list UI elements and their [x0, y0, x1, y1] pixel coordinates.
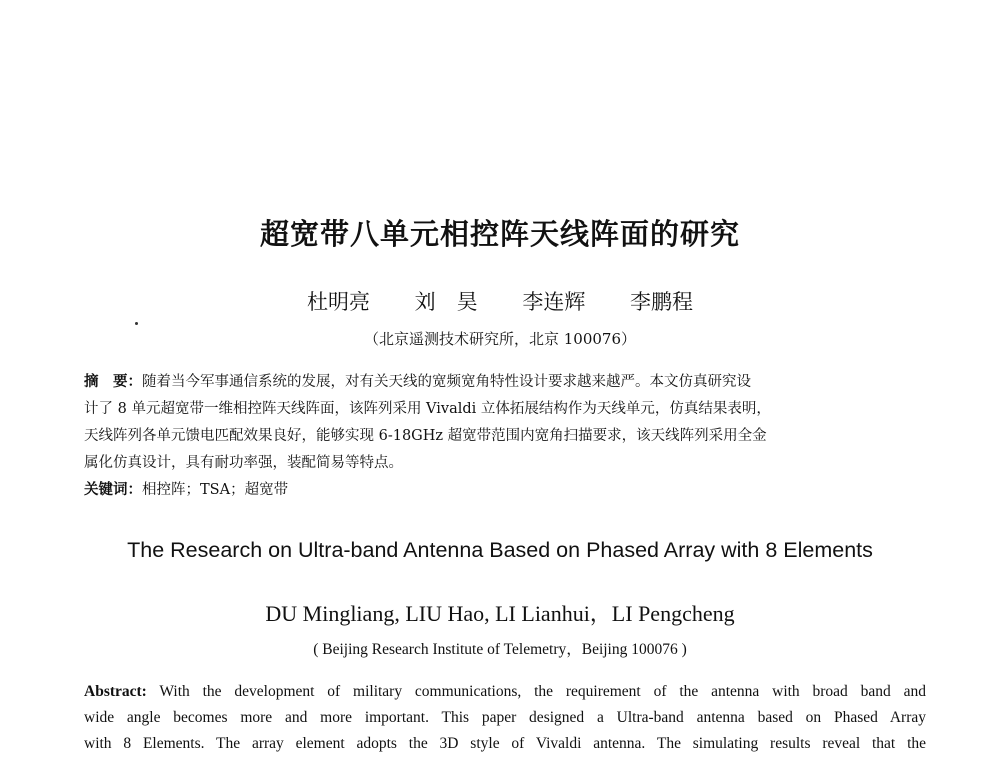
chinese-abstract-line: 计了 8 单元超宽带一维相控阵天线阵面，该阵列采用 Vivaldi 立体拓展结构作为天线单元，仿真结果表明，: [84, 401, 771, 417]
author-3: 李连辉: [522, 290, 586, 314]
chinese-title: 超宽带八单元相控阵天线阵面的研究: [259, 217, 740, 251]
english-abstract-line: Abstract: With the development of military communications, the requirement of the antenna with broad band and: [84, 683, 926, 700]
chinese-abstract-line: 摘 要：随着当今军事通信系统的发展，对有关天线的宽频宽角特性设计要求越来越严。本文仿真研究设: [84, 373, 751, 390]
author-4: 李鹏程: [630, 290, 694, 314]
author-2: 刘 昊: [414, 290, 478, 314]
chinese-abstract-label: 摘 要：: [84, 373, 142, 390]
chinese-keywords: [84, 478, 926, 499]
chinese-abstract-line: 天线阵列各单元馈电匹配效果良好，能够实现 6-18GHz 超宽带范围内宽角扫描要求，该天线阵列采用全金: [84, 428, 767, 444]
english-affiliation: ( Beijing Research Institute of Telemetry，Beijing 100076 ): [313, 641, 687, 658]
english-abstract: [84, 679, 926, 757]
english-abstract-label: Abstract:: [84, 683, 147, 700]
chinese-affiliation: （北京遥测技术研究所，北京 100076）: [363, 330, 637, 348]
keywords-label: 关键词：: [84, 481, 142, 498]
english-abstract-line: wide angle becomes more and more important. This paper designed a Ultra-band antenna based on Phased Array: [84, 709, 926, 726]
chinese-abstract-line: 属化仿真设计，具有耐功率强，装配简易等特点。: [84, 455, 403, 471]
english-title: The Research on Ultra-band Antenna Based on Phased Array with 8 Elements: [127, 538, 873, 562]
english-abstract-line: with 8 Elements. The array element adopts the 3D style of Vivaldi antenna. The simulating results reveal that the: [84, 735, 926, 752]
chinese-authors: [0, 286, 1000, 316]
chinese-abstract: [84, 368, 926, 477]
english-authors: DU Mingliang, LIU Hao, LI Lianhui，LI Pengcheng: [265, 601, 735, 626]
keywords-value: 相控阵；TSA；超宽带: [142, 482, 289, 498]
author-1: 杜明亮: [306, 290, 370, 314]
stray-mark: [135, 322, 138, 325]
